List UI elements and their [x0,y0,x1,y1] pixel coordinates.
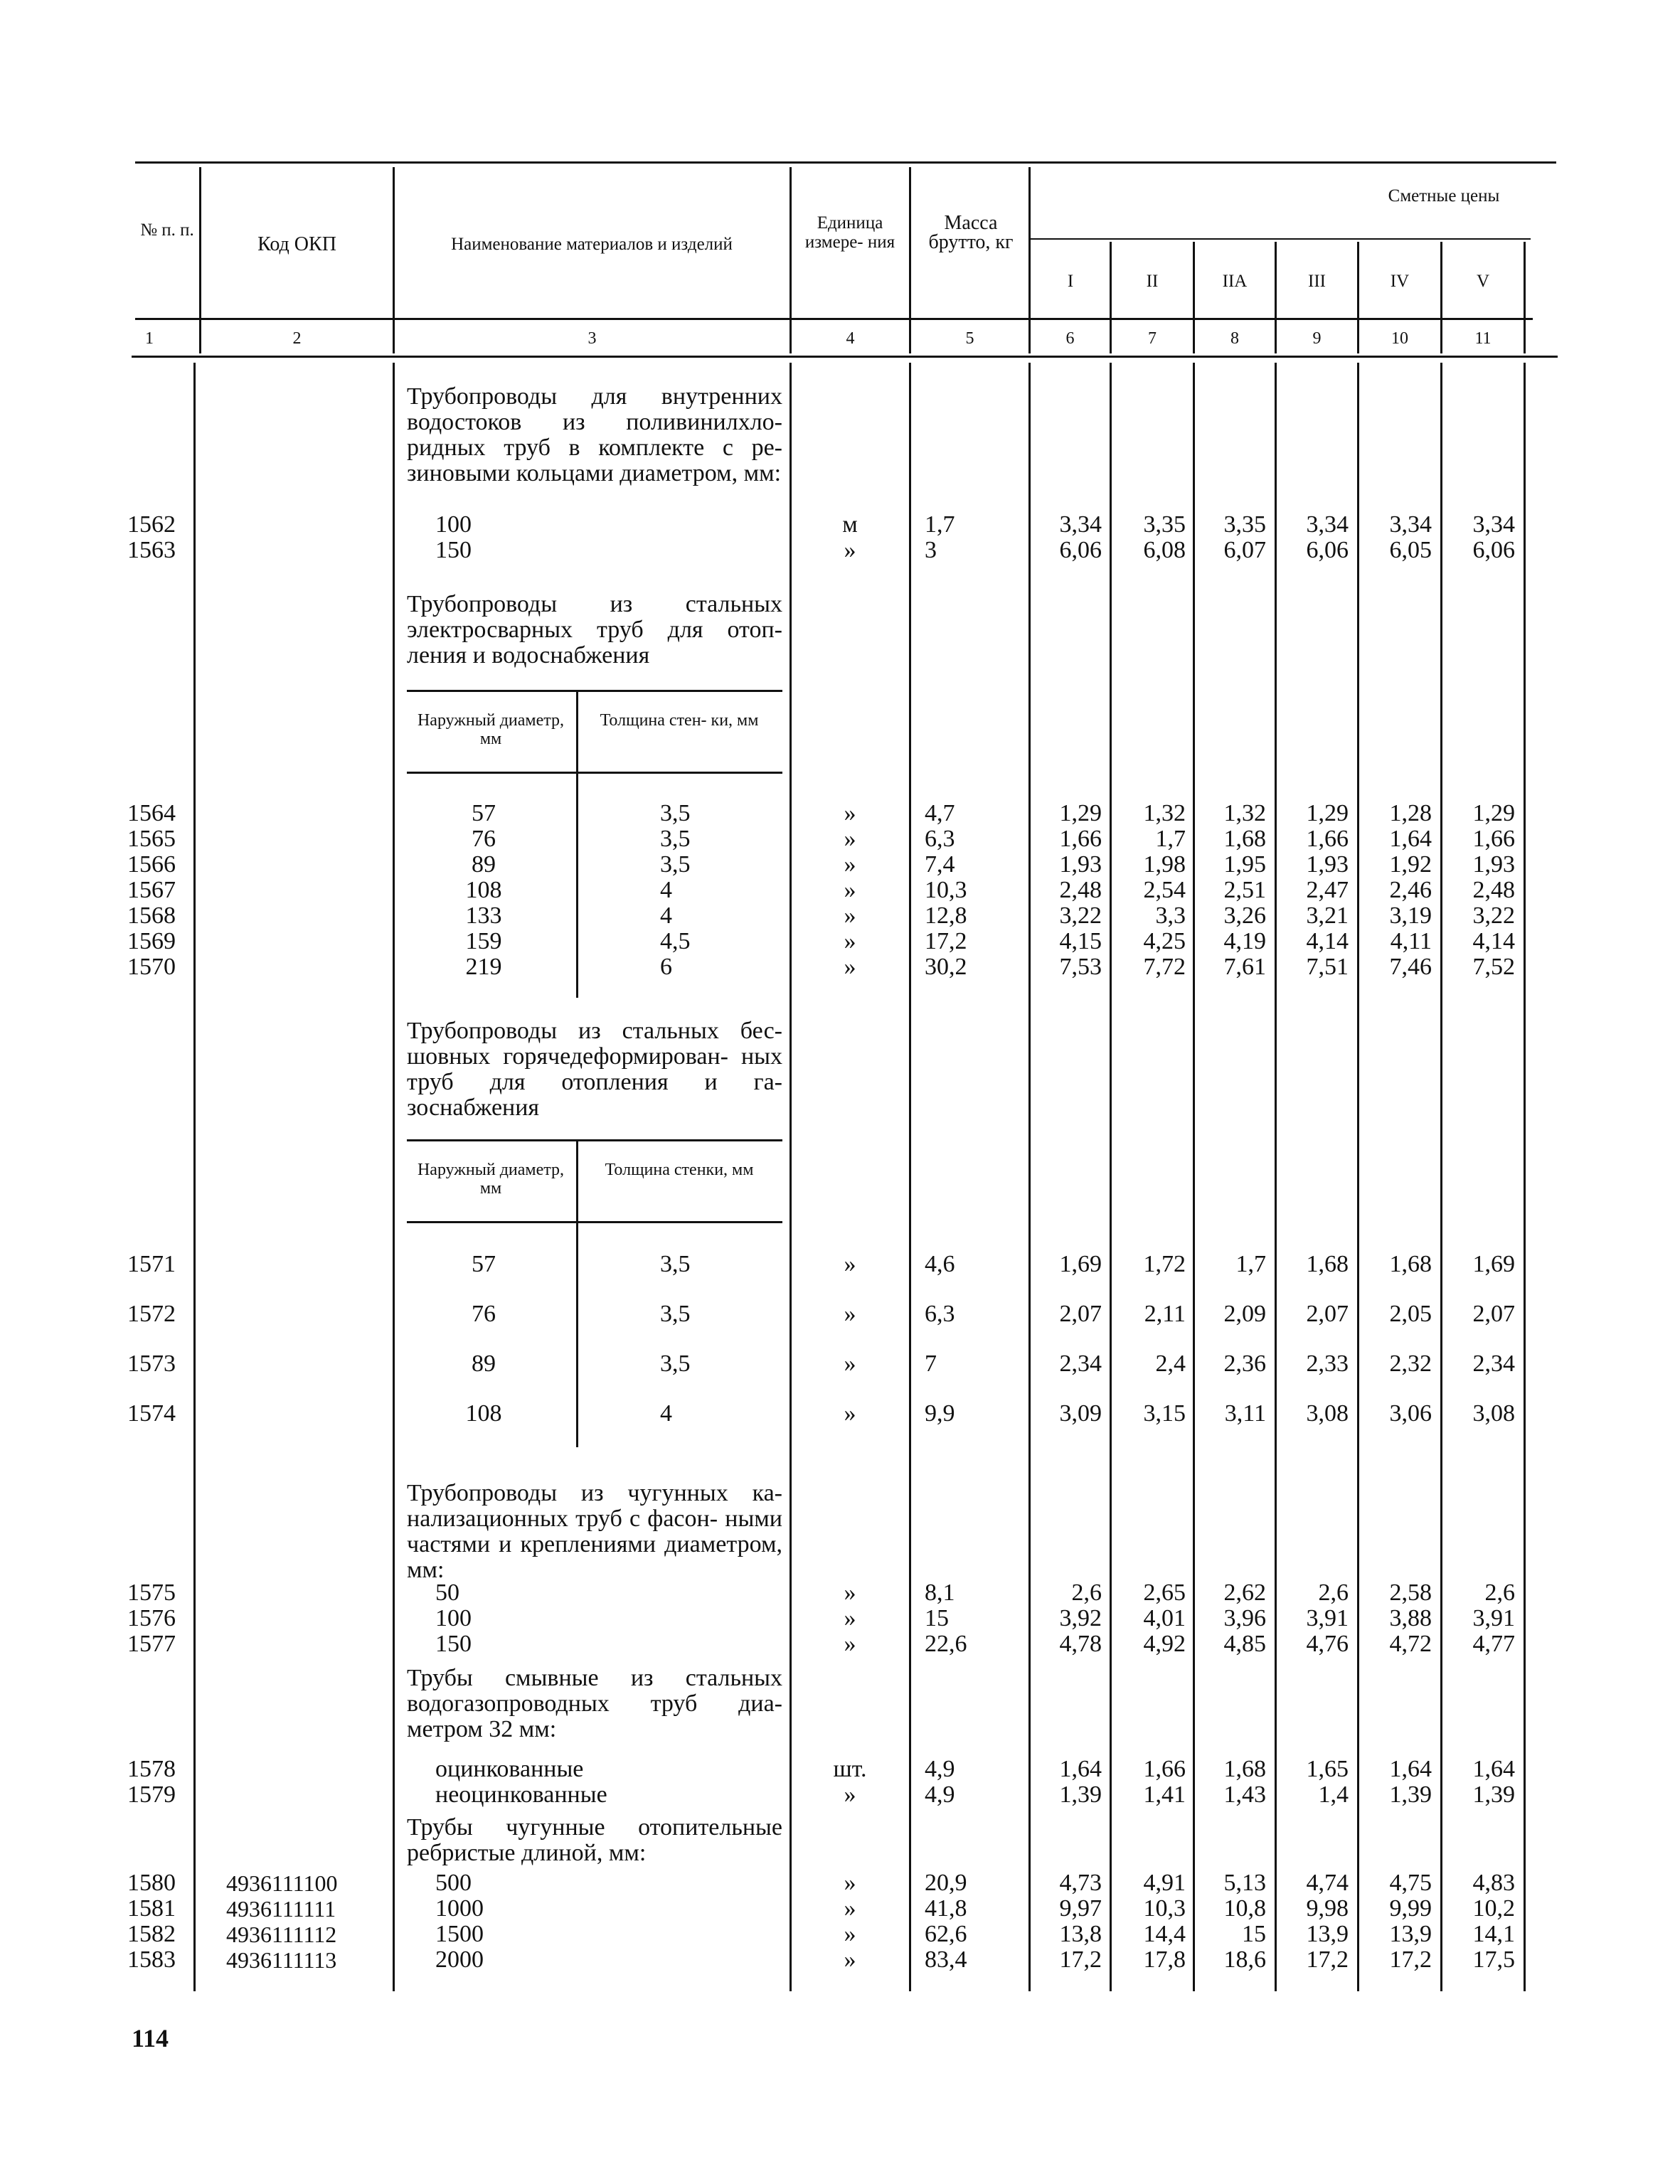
wall-thickness: 3,5 [660,1351,691,1377]
price-zone-4: 3,91 [1306,1605,1349,1631]
okp-code: 4936111113 [226,1947,337,1973]
row-number: 1567 [127,877,176,903]
subtable-header-diameter: Наружный диаметр, мм [417,1161,565,1198]
column-number: 7 [1148,329,1157,348]
gross-mass: 6,3 [925,1301,955,1327]
outer-diameter: 159 [465,928,502,954]
price-zone-2: 2,4 [1155,1351,1186,1377]
gross-mass: 22,6 [925,1631,967,1657]
outer-diameter: 108 [465,877,502,903]
price-zone-3: 1,68 [1223,1756,1266,1782]
price-zone-5: 1,64 [1389,826,1432,852]
column-number: 9 [1312,329,1322,348]
price-zone-6: 14,1 [1472,1921,1515,1947]
row-number: 1562 [127,511,176,538]
gross-mass: 9,9 [925,1400,955,1427]
price-zone-2: 2,11 [1144,1301,1186,1327]
price-zone-1: 3,92 [1059,1605,1102,1631]
header-number: № п. п. [140,220,194,240]
price-zone-1: 1,66 [1059,826,1102,852]
row-number: 1576 [127,1605,176,1631]
header-divider [1028,167,1031,353]
gross-mass: 7 [925,1351,937,1377]
row-number: 1569 [127,928,176,954]
price-zone-2: 6,08 [1143,537,1186,563]
price-zone-5: 2,32 [1389,1351,1432,1377]
header-zone-4: IV [1390,272,1410,291]
column-number: 3 [588,329,597,348]
price-zone-1: 13,8 [1059,1921,1102,1947]
price-zone-2: 14,4 [1143,1921,1186,1947]
price-zone-4: 17,2 [1306,1946,1349,1973]
unit: » [844,954,856,980]
subtable-header-wall-thickness: Толщина стенки, мм [605,1161,754,1179]
item-name: 500 [435,1870,472,1896]
gross-mass: 83,4 [925,1946,967,1973]
price-zone-2: 1,72 [1143,1251,1186,1277]
price-zone-3: 3,11 [1224,1400,1266,1427]
price-zone-5: 1,92 [1389,851,1432,878]
price-zone-2: 1,7 [1155,826,1186,852]
price-zone-4: 3,34 [1306,511,1349,538]
header-zone-2: II [1146,272,1159,291]
price-zone-2: 1,32 [1143,800,1186,826]
price-zone-3: 3,96 [1223,1605,1266,1631]
body-divider [1028,363,1031,1991]
subtable-header-wall-thickness: Толщина стен- ки, мм [600,711,759,730]
header-divider [790,167,792,353]
price-zone-6: 2,34 [1472,1351,1515,1377]
column-number: 10 [1391,329,1408,348]
section-heading: Трубопроводы из стальных бес- шовных горячедеформирован- ных труб для отопления и га- зоснабжения [407,1018,782,1121]
wall-thickness: 3,5 [660,800,691,826]
row-number: 1578 [127,1756,176,1782]
price-zone-5: 13,9 [1389,1921,1432,1947]
price-zone-6: 3,08 [1472,1400,1515,1427]
column-number: 8 [1230,329,1239,348]
body-divider [1440,363,1442,1991]
body-divider [393,363,395,1991]
price-zone-2: 4,92 [1143,1631,1186,1657]
subtable-header-diameter: Наружный диаметр, мм [417,711,565,748]
price-zone-3: 1,43 [1223,1781,1266,1808]
price-zone-6: 10,2 [1472,1895,1515,1922]
column-number: 5 [965,329,974,348]
price-zone-6: 1,39 [1472,1781,1515,1808]
price-zone-3: 18,6 [1223,1946,1266,1973]
gross-mass: 20,9 [925,1870,967,1896]
item-name: неоцинкованные [435,1781,607,1808]
body-divider [909,363,911,1991]
unit: » [844,1946,856,1973]
price-zone-6: 1,29 [1472,800,1515,826]
wall-thickness: 4,5 [660,928,691,954]
price-zone-5: 6,05 [1389,537,1432,563]
price-zone-5: 3,06 [1389,1400,1432,1427]
outer-diameter: 57 [472,800,496,826]
gross-mass: 1,7 [925,511,955,538]
outer-diameter: 57 [472,1251,496,1277]
header-unit: Единица измере- ния [804,213,895,252]
unit: » [844,1580,856,1606]
price-zone-6: 4,14 [1472,928,1515,954]
gross-mass: 62,6 [925,1921,967,1947]
price-zone-2: 3,3 [1155,902,1186,929]
price-zone-1: 4,78 [1059,1631,1102,1657]
price-zone-4: 4,14 [1306,928,1349,954]
price-zone-4: 2,33 [1306,1351,1349,1377]
gross-mass: 3 [925,537,937,563]
body-divider [1193,363,1195,1991]
price-zone-5: 4,11 [1390,928,1432,954]
colnum-bottom-rule [132,356,1558,358]
price-zone-1: 1,64 [1059,1756,1102,1782]
price-zone-5: 4,72 [1389,1631,1432,1657]
unit: » [844,826,856,852]
section-heading: Трубы чугунные отопительные ребристые длиной, мм: [407,1814,782,1866]
price-zone-6: 1,66 [1472,826,1515,852]
okp-code: 4936111111 [226,1896,336,1922]
price-zone-3: 1,68 [1223,826,1266,852]
price-zone-5: 9,99 [1389,1895,1432,1922]
price-zone-2: 3,35 [1143,511,1186,538]
row-number: 1568 [127,902,176,929]
price-zone-2: 1,41 [1143,1781,1186,1808]
okp-code: 4936111100 [226,1870,338,1896]
body-divider [790,363,792,1991]
outer-diameter: 89 [472,851,496,878]
price-zone-1: 17,2 [1059,1946,1102,1973]
price-zone-3: 2,62 [1223,1580,1266,1606]
price-zone-5: 1,39 [1389,1781,1432,1808]
price-zone-3: 4,19 [1223,928,1266,954]
price-zone-5: 17,2 [1389,1946,1432,1973]
column-number: 11 [1474,329,1492,348]
header-zone-5: V [1476,272,1490,291]
price-zone-4: 4,76 [1306,1631,1349,1657]
unit: » [844,1895,856,1922]
header-estimated-prices: Сметные цены [1388,186,1500,206]
header-divider [909,167,911,353]
price-zone-6: 1,69 [1472,1251,1515,1277]
gross-mass: 7,4 [925,851,955,878]
header-divider [1524,242,1526,353]
subtable-rule [407,772,782,774]
price-zone-6: 7,52 [1472,954,1515,980]
price-zone-2: 3,15 [1143,1400,1186,1427]
gross-mass: 12,8 [925,902,967,929]
header-zone-1: I [1067,272,1074,291]
price-zone-1: 1,29 [1059,800,1102,826]
body-divider [1357,363,1359,1991]
price-zone-6: 17,5 [1472,1946,1515,1973]
price-zone-6: 1,64 [1472,1756,1515,1782]
price-zone-5: 3,19 [1389,902,1432,929]
row-number: 1580 [127,1870,176,1896]
price-zone-4: 9,98 [1306,1895,1349,1922]
row-number: 1570 [127,954,176,980]
row-number: 1566 [127,851,176,878]
price-zone-4: 1,65 [1306,1756,1349,1782]
row-number: 1577 [127,1631,176,1657]
unit: » [844,1351,856,1377]
outer-diameter: 76 [472,1301,496,1327]
item-name: 150 [435,537,472,563]
price-zone-4: 3,21 [1306,902,1349,929]
price-zone-6: 1,93 [1472,851,1515,878]
price-zone-4: 7,51 [1306,954,1349,980]
row-number: 1573 [127,1351,176,1377]
item-name: 1500 [435,1921,484,1947]
price-zone-2: 4,01 [1143,1605,1186,1631]
price-zone-1: 4,73 [1059,1870,1102,1896]
body-divider [1110,363,1112,1991]
body-divider [1524,363,1526,1991]
price-zone-2: 2,54 [1143,877,1186,903]
wall-thickness: 4 [660,902,672,929]
gross-mass: 4,9 [925,1756,955,1782]
price-zone-4: 1,66 [1306,826,1349,852]
unit: шт. [833,1756,867,1782]
price-zone-5: 3,34 [1389,511,1432,538]
item-name: оцинкованные [435,1756,584,1782]
price-zone-4: 1,4 [1318,1781,1349,1808]
price-zone-6: 6,06 [1472,537,1515,563]
price-zone-1: 2,34 [1059,1351,1102,1377]
gross-mass: 4,9 [925,1781,955,1808]
wall-thickness: 4 [660,1400,672,1427]
header-gross-mass: Масса брутто, кг [928,212,1014,253]
unit: » [844,1631,856,1657]
row-number: 1583 [127,1946,176,1973]
price-zone-6: 4,83 [1472,1870,1515,1896]
price-zone-1: 9,97 [1059,1895,1102,1922]
price-zone-6: 2,6 [1484,1580,1515,1606]
row-number: 1581 [127,1895,176,1922]
section-heading: Трубопроводы для внутренних водостоков из поливинилхло- ридных труб в комплекте с ре- зиновыми кольцами диаметром, мм: [407,383,782,486]
price-zone-1: 7,53 [1059,954,1102,980]
price-zone-2: 4,25 [1143,928,1186,954]
price-zone-2: 4,91 [1143,1870,1186,1896]
gross-mass: 41,8 [925,1895,967,1922]
header-material-name: Наименование материалов и изделий [451,235,733,254]
price-zone-4: 6,06 [1306,537,1349,563]
unit: м [842,511,858,538]
gross-mass: 6,3 [925,826,955,852]
gross-mass: 4,7 [925,800,955,826]
body-divider [1275,363,1277,1991]
column-number: 2 [292,329,302,348]
price-zone-6: 2,48 [1472,877,1515,903]
unit: » [844,537,856,563]
price-zone-4: 2,47 [1306,877,1349,903]
price-zone-5: 3,88 [1389,1605,1432,1631]
wall-thickness: 3,5 [660,1301,691,1327]
gross-mass: 8,1 [925,1580,955,1606]
row-number: 1572 [127,1301,176,1327]
price-zone-5: 1,64 [1389,1756,1432,1782]
unit: » [844,1870,856,1896]
unit: » [844,1605,856,1631]
header-bottom-rule [135,318,1533,320]
gross-mass: 15 [925,1605,949,1631]
subtable-divider [576,1141,578,1447]
price-zone-3: 5,13 [1223,1870,1266,1896]
price-zone-4: 1,29 [1306,800,1349,826]
price-zone-1: 1,93 [1059,851,1102,878]
gross-mass: 4,6 [925,1251,955,1277]
page-number: 114 [132,2024,169,2052]
price-zone-3: 10,8 [1223,1895,1266,1922]
price-zone-6: 2,07 [1472,1301,1515,1327]
price-zone-2: 17,8 [1143,1946,1186,1973]
price-zone-1: 3,22 [1059,902,1102,929]
gross-mass: 10,3 [925,877,967,903]
item-name: 1000 [435,1895,484,1922]
column-number: 4 [846,329,855,348]
row-number: 1564 [127,800,176,826]
price-zone-2: 1,98 [1143,851,1186,878]
price-zone-1: 1,39 [1059,1781,1102,1808]
outer-diameter: 76 [472,826,496,852]
price-zone-5: 2,05 [1389,1301,1432,1327]
row-number: 1563 [127,537,176,563]
price-zone-3: 2,36 [1223,1351,1266,1377]
price-zone-5: 1,28 [1389,800,1432,826]
price-zone-5: 4,75 [1389,1870,1432,1896]
outer-diameter: 133 [465,902,502,929]
section-heading: Трубопроводы из стальных электросварных труб для отоп- ления и водоснабжения [407,591,782,668]
price-zone-2: 1,66 [1143,1756,1186,1782]
item-name: 150 [435,1631,472,1657]
price-zone-1: 3,09 [1059,1400,1102,1427]
row-number: 1571 [127,1251,176,1277]
price-zone-6: 3,34 [1472,511,1515,538]
prices-subheader-rule [1028,238,1531,240]
subtable-divider [576,692,578,998]
price-zone-3: 4,85 [1223,1631,1266,1657]
outer-diameter: 108 [465,1400,502,1427]
price-zone-5: 2,46 [1389,877,1432,903]
price-zone-1: 6,06 [1059,537,1102,563]
price-zone-3: 7,61 [1223,954,1266,980]
price-zone-3: 1,32 [1223,800,1266,826]
price-zone-1: 2,6 [1071,1580,1102,1606]
price-zone-4: 1,68 [1306,1251,1349,1277]
unit: » [844,928,856,954]
unit: » [844,800,856,826]
price-zone-2: 7,72 [1143,954,1186,980]
price-zone-5: 1,68 [1389,1251,1432,1277]
price-zone-3: 3,35 [1223,511,1266,538]
price-zone-1: 4,15 [1059,928,1102,954]
price-zone-5: 7,46 [1389,954,1432,980]
subtable-rule [407,1139,782,1141]
unit: » [844,1781,856,1808]
okp-code: 4936111112 [226,1922,337,1947]
row-number: 1575 [127,1580,176,1606]
price-zone-6: 3,22 [1472,902,1515,929]
price-zone-4: 3,08 [1306,1400,1349,1427]
row-number: 1574 [127,1400,176,1427]
wall-thickness: 3,5 [660,826,691,852]
table-top-rule [135,161,1556,164]
section-heading: Трубы смывные из стальных водогазопроводных труб диа- метром 32 мм: [407,1665,782,1742]
unit: » [844,1400,856,1427]
outer-diameter: 219 [465,954,502,980]
price-zone-4: 4,74 [1306,1870,1349,1896]
price-zone-3: 6,07 [1223,537,1266,563]
price-zone-4: 1,93 [1306,851,1349,878]
price-zone-6: 3,91 [1472,1605,1515,1631]
price-zone-3: 3,26 [1223,902,1266,929]
price-zone-6: 4,77 [1472,1631,1515,1657]
body-divider [193,363,196,1991]
item-name: 100 [435,511,472,538]
item-name: 2000 [435,1946,484,1973]
header-divider [393,167,395,353]
header-zone-3: III [1308,272,1326,291]
price-zone-1: 3,34 [1059,511,1102,538]
wall-thickness: 3,5 [660,851,691,878]
gross-mass: 17,2 [925,928,967,954]
price-zone-3: 2,09 [1223,1301,1266,1327]
unit: » [844,851,856,878]
price-zone-4: 13,9 [1306,1921,1349,1947]
unit: » [844,902,856,929]
unit: » [844,1251,856,1277]
price-zone-3: 2,51 [1223,877,1266,903]
unit: » [844,877,856,903]
price-zone-1: 2,48 [1059,877,1102,903]
wall-thickness: 6 [660,954,672,980]
gross-mass: 30,2 [925,954,967,980]
outer-diameter: 89 [472,1351,496,1377]
price-zone-3: 15 [1242,1921,1266,1947]
unit: » [844,1921,856,1947]
price-zone-3: 1,95 [1223,851,1266,878]
section-heading: Трубопроводы из чугунных ка- нализационных труб с фасон- ными частями и креплениями диаметром, мм: [407,1480,782,1583]
unit: » [844,1301,856,1327]
column-number: 1 [145,329,154,348]
header-okp-code: Код ОКП [257,233,336,255]
wall-thickness: 4 [660,877,672,903]
item-name: 50 [435,1580,459,1606]
price-zone-2: 2,65 [1143,1580,1186,1606]
item-name: 100 [435,1605,472,1631]
row-number: 1579 [127,1781,176,1808]
price-zone-1: 1,69 [1059,1251,1102,1277]
price-zone-3: 1,7 [1235,1251,1266,1277]
header-divider [199,167,201,353]
price-zone-4: 2,6 [1318,1580,1349,1606]
header-zone-2a: IIA [1222,272,1248,291]
subtable-rule [407,1221,782,1223]
price-zone-2: 10,3 [1143,1895,1186,1922]
wall-thickness: 3,5 [660,1251,691,1277]
price-zone-4: 2,07 [1306,1301,1349,1327]
price-zone-5: 2,58 [1389,1580,1432,1606]
subtable-rule [407,690,782,692]
column-number: 6 [1065,329,1075,348]
row-number: 1582 [127,1921,176,1947]
price-zone-1: 2,07 [1059,1301,1102,1327]
row-number: 1565 [127,826,176,852]
